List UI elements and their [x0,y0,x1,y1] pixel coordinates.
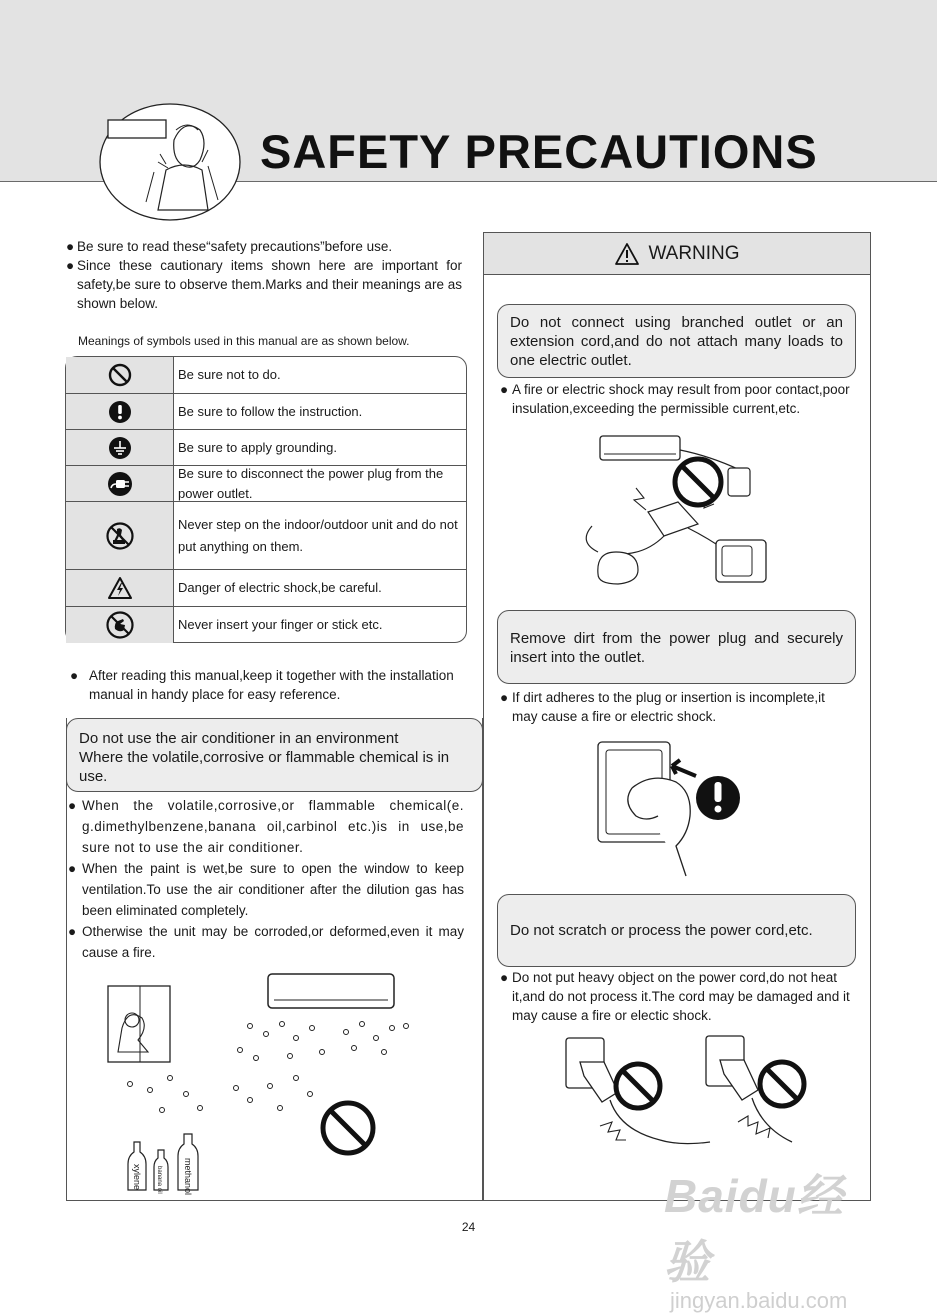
chemical-warning-callout: Do not use the air conditioner in an environment Where the volatile,corrosive or flammable chemical is in use. [66,718,483,792]
warning-triangle-icon [614,242,640,266]
page-title: SAFETY PRECAUTIONS [260,125,818,178]
symbol-meaning: Be sure to apply grounding. [178,439,337,455]
list-item: ● When the paint is wet,be sure to open the window to keep ventilation.To use the air conditioner after the dilution gas has been eliminated completely. [68,861,464,918]
symbol-meaning: Danger of electric shock,be careful. [178,580,382,595]
ventilation-illustration [100,968,430,1196]
baidu-watermark [664,1160,884,1313]
symbol-row [66,357,466,393]
watermark-url: jingyan.baidu.com [670,1288,848,1313]
warning-callout-cord: Do not scratch or process the power cord,etc. [497,894,856,967]
warning-callout-plug: Remove dirt from the power plug and securely insert into the outlet. [497,610,856,684]
warning-callout-outlet: Do not connect using branched outlet or an extension cord,and do not attach many loads to one electric outlet. [497,304,856,378]
warning-note: ● Do not put heavy object on the power cord,do not heat it,and do not process it.The cord may be damaged and it may cause a fire or electic shock. [500,970,850,1023]
no-step-icon [106,522,134,550]
page-number: 24 [461,1220,476,1234]
no-finger-icon [106,611,134,639]
symbol-meaning: Be sure to disconnect the power plug from the power outlet. [178,465,444,501]
mandatory-icon [108,400,132,424]
warning-note: ● A fire or electric shock may result from poor contact,poor insulation,exceeding the permissible current,etc. [500,382,850,416]
symbol-row [66,501,466,569]
warning-heading: WARNING [483,232,871,275]
symbol-row [66,569,466,606]
watermark-logo: Baidu经验 [664,1170,844,1288]
meanings-label: Meanings of symbols used in this manual are as shown below. [78,334,410,348]
symbol-row [66,393,466,429]
mascot-illustration [96,100,242,224]
symbol-row [66,465,466,501]
bottle-label-banana-oil: banana oil [156,1166,162,1194]
symbol-meaning: Never insert your finger or stick etc. [178,617,383,632]
plug-insertion-illustration [592,738,752,878]
prohibition-icon [108,363,132,387]
bottle-label-methanol: methanol [183,1158,193,1196]
unplug-icon [107,471,133,497]
symbol-row [66,429,466,465]
intro-bullet: ● Since these cautionary items shown here are important for safety,be sure to observe them.Marks and their meanings are as shown below. [66,258,462,311]
symbol-meaning: Never step on the indoor/outdoor unit and do not put anything on them. [178,516,458,554]
symbol-row [66,606,466,643]
after-reading-note: ● After reading this manual,keep it together with the installation manual in handy place for easy reference. [70,668,454,702]
grounding-icon [108,436,132,460]
intro-bullet: ● Be sure to read these“safety precautions”before use. [66,239,393,254]
electric-shock-icon [107,576,133,600]
power-cord-illustration [560,1032,830,1162]
symbol-table [65,356,467,643]
intro-bullets [66,237,462,313]
extension-cord-illustration [578,432,784,592]
bottle-label-xylene: xylene [132,1164,142,1191]
list-item: ● When the volatile,corrosive,or flammable chemical(e. g.dimethylbenzene,banana oil,carbinol etc.)is in use,be sure not to use the air conditioner. [68,798,464,855]
chemical-warning-bullets [68,795,464,963]
warning-note: ● If dirt adheres to the plug or insertion is incomplete,it may cause a fire or electric shock. [500,690,825,724]
list-item: ● Otherwise the unit may be corroded,or deformed,even it may cause a fire. [68,924,464,960]
symbol-meaning: Be sure to follow the instruction. [178,403,363,419]
symbol-meaning: Be sure not to do. [178,367,281,382]
